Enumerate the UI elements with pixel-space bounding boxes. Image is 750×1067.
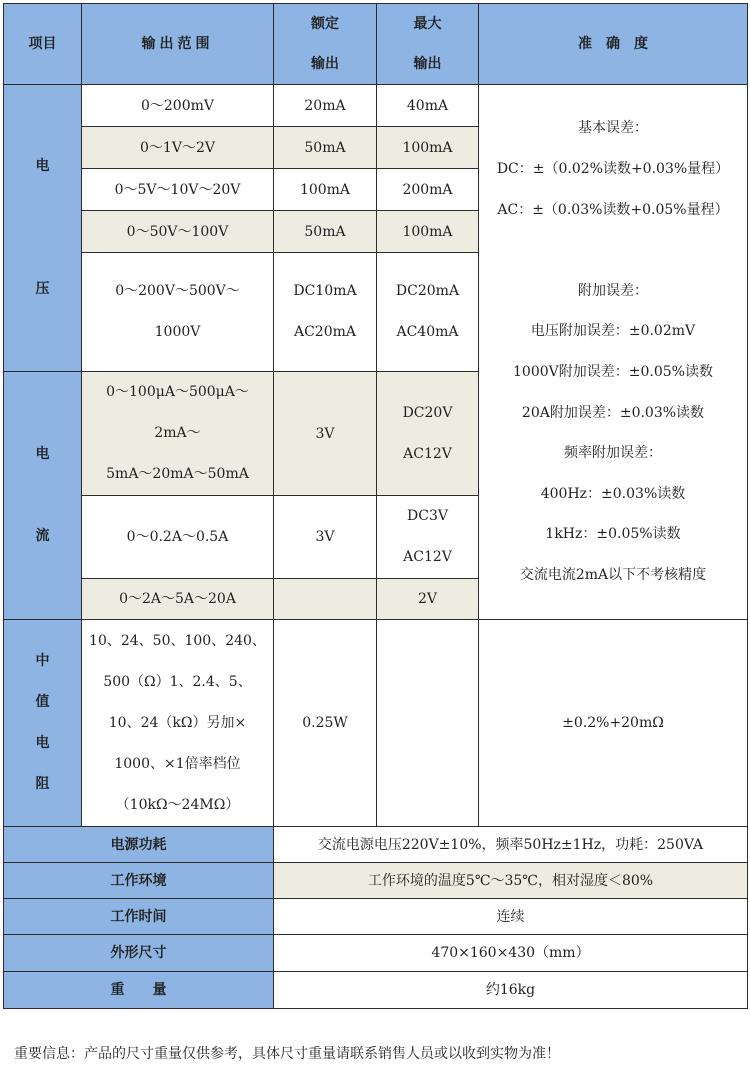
voltage-rated: DC10mA AC20mA — [274, 253, 377, 372]
current-label: 电 流 — [4, 372, 82, 620]
resistance-accuracy: ±0.2%+20mΩ — [479, 620, 748, 827]
resistance-label: 中 值 电 阻 — [4, 620, 82, 827]
voltage-range: 0～5V～10V～20V — [82, 169, 274, 211]
header-max: 最大 输出 — [377, 4, 479, 85]
voltage-rated: 50mA — [274, 211, 377, 253]
voltage-max: 200mA — [377, 169, 479, 211]
power-value: 交流电源电压220V±10%，频率50Hz±1Hz，功耗：250VA — [274, 827, 748, 863]
header-accuracy: 准 确 度 — [479, 4, 748, 85]
current-rated: 3V — [274, 496, 377, 579]
power-label: 电源功耗 — [4, 827, 274, 863]
worktime-label: 工作时间 — [4, 899, 274, 935]
header-item: 项目 — [4, 4, 82, 85]
resistance-range: 10、24、50、100、240、 500（Ω）1、2.4、5、 10、24（kΩ）另加× 1000、×1倍率档位 （10kΩ～24MΩ） — [82, 620, 274, 827]
environment-value: 工作环境的温度5℃～35℃，相对湿度＜80% — [274, 863, 748, 899]
voltage-range: 0～1V～2V — [82, 127, 274, 169]
weight-label: 重 量 — [4, 972, 274, 1009]
current-max: DC3V AC12V — [377, 496, 479, 579]
voltage-max: 100mA — [377, 127, 479, 169]
voltage-range: 0～50V～100V — [82, 211, 274, 253]
spec-table — [3, 3, 748, 1009]
resistance-max — [377, 620, 479, 827]
current-range: 0～0.2A～0.5A — [82, 496, 274, 579]
header-rated: 额定 输出 — [274, 4, 377, 85]
current-range: 0～2A～5A～20A — [82, 579, 274, 620]
current-range: 0～100μA～500μA～ 2mA～ 5mA～20mA～50mA — [82, 372, 274, 496]
current-rated — [274, 579, 377, 620]
voltage-label: 电 压 — [4, 85, 82, 372]
voltage-range: 0～200mV — [82, 85, 274, 127]
voltage-rated: 20mA — [274, 85, 377, 127]
dimensions-label: 外形尺寸 — [4, 935, 274, 972]
resistance-rated: 0.25W — [274, 620, 377, 827]
voltage-rated: 100mA — [274, 169, 377, 211]
voltage-max: 100mA — [377, 211, 479, 253]
voltage-range: 0～200V～500V～ 1000V — [82, 253, 274, 372]
dimensions-value: 470×160×430（mm） — [274, 935, 748, 972]
voltage-max: 40mA — [377, 85, 479, 127]
disclaimer-note: 重要信息：产品的尺寸重量仅供参考，具体尺寸重量请联系销售人员或以收到实物为准！ — [14, 1046, 560, 1062]
current-max: DC20V AC12V — [377, 372, 479, 496]
current-rated: 3V — [274, 372, 377, 496]
header-range: 输出范围 — [82, 4, 274, 85]
worktime-value: 连续 — [274, 899, 748, 935]
voltage-rated: 50mA — [274, 127, 377, 169]
weight-value: 约16kg — [274, 972, 748, 1009]
voltage-max: DC20mA AC40mA — [377, 253, 479, 372]
accuracy-spec: 基本误差： DC：±（0.02%读数+0.03%量程） AC：±（0.03%读数+0.05%量程） 附加误差： 电压附加误差：±0.02mV 1000V附加误差：±0.05%读数 20A附加误差：±0.03%读数 频率附加误差： 400Hz：±0.03%读数 1kHz：±0.05%读数 交流电流2mA以下不考核精度 — [479, 85, 748, 620]
environment-label: 工作环境 — [4, 863, 274, 899]
current-max: 2V — [377, 579, 479, 620]
